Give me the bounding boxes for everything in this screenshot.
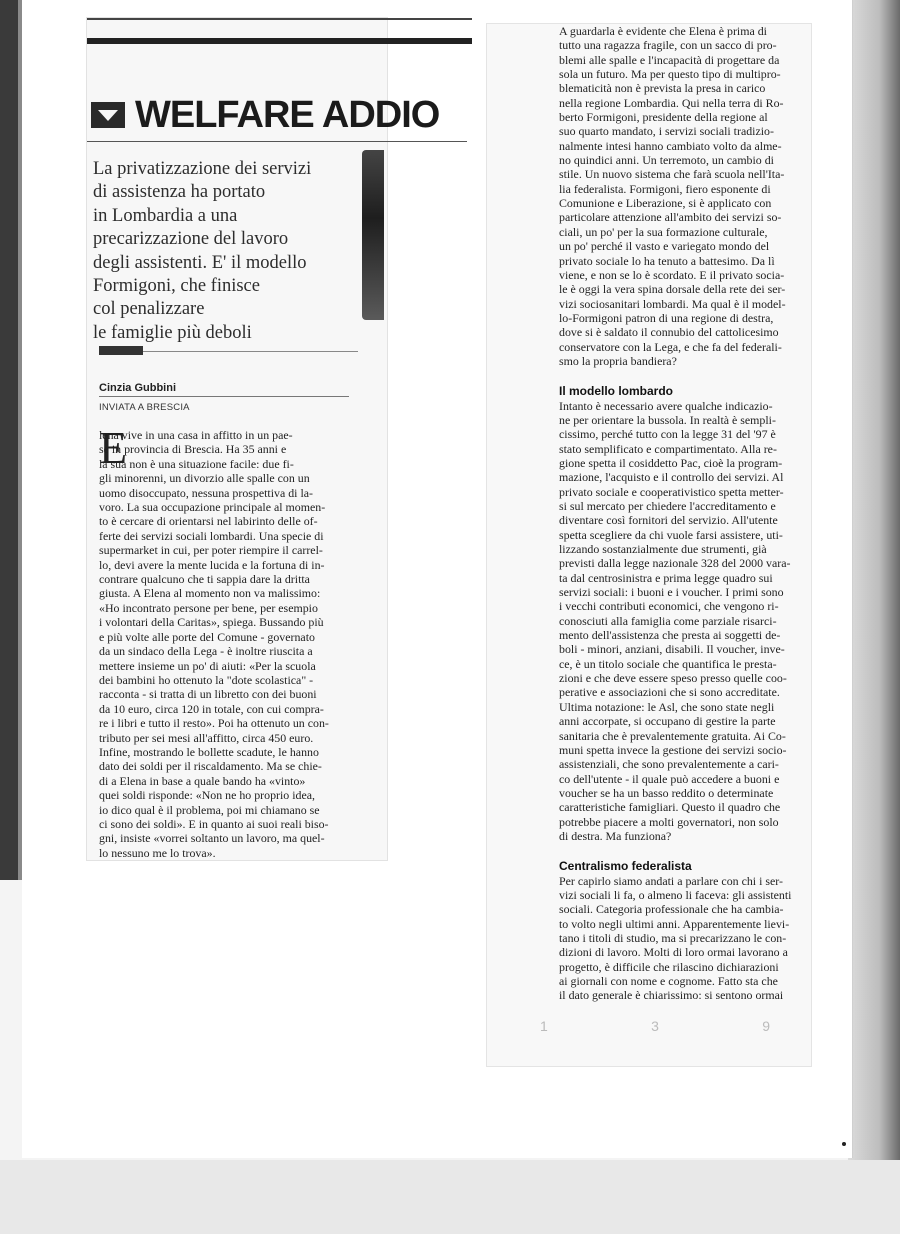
standfirst-line: degli assistenti. E' il modello xyxy=(93,252,307,273)
body-line: il dato generale è chiarissimo: si sentono ormai xyxy=(559,988,784,1003)
body-line: berto Formigoni, presidente della regione al xyxy=(559,110,768,125)
body-line: tano i titoli di studio, ma si precarizzano le con- xyxy=(559,930,787,945)
drop-cap: E xyxy=(99,422,128,473)
body-line: to volto negli ultimi anni. Apparentemente lievi- xyxy=(559,916,790,931)
body-line: lia federalista. Formigoni, fiero esponente di xyxy=(559,181,771,196)
body-line: A guardarla è evidente che Elena è prima di xyxy=(559,24,767,38)
body-line: boli - minori, anziani, disabili. Il voucher, inve- xyxy=(559,642,785,657)
standfirst-line: col penalizzare xyxy=(93,299,205,320)
body-line: muni spetta invece la gestione dei servizi socio- xyxy=(559,742,787,757)
body-line: si sul mercato per chiedere l'accreditamento e xyxy=(559,499,776,513)
body-line: smo la propria bandiera? xyxy=(559,353,677,368)
body-line: se in provincia di Brescia. Ha 35 anni e xyxy=(99,442,287,457)
body-line: tributo per sei mesi all'affitto, circa 450 euro. xyxy=(99,730,314,745)
scan-edge-right xyxy=(848,0,900,1234)
body-line: Comunione e Liberazione, si è applicato con xyxy=(559,196,772,211)
body-line: anni accorpate, si occupano di gestire la parte xyxy=(559,714,776,729)
body-line: sola un futuro. Ma per questo tipo di multipro- xyxy=(559,67,781,82)
body-line: Ultima notazione: le Asl, che sono state negli xyxy=(559,699,775,714)
body-line: privato sociale e cooperativistico spetta metter- xyxy=(559,484,784,499)
body-line: vizi sociosanitari lombardi. Ma qual è il model- xyxy=(559,296,786,311)
scan-speck xyxy=(842,1142,846,1146)
standfirst-line: in Lombardia a una xyxy=(93,205,238,226)
body-line: assistenziali, che sono prevalentemente a cari- xyxy=(559,757,779,772)
body-line: dato dei soldi per il riscaldamento. Ma se chie- xyxy=(99,759,322,774)
body-line: previsti dalla legge nazionale 328 del 2000 vara- xyxy=(559,556,791,571)
body-line: ta dal centrosinistra e prima legge quadro sui xyxy=(559,570,773,585)
author-role: INVIATA A BRESCIA xyxy=(99,402,190,413)
body-line: spetta scegliere da chi vuole farsi assistere, uti- xyxy=(559,527,783,542)
body-line: ce, è un titolo sociale che quantifica le presta- xyxy=(559,656,777,671)
body-line: nella regione Lombardia. Qui nella terra di Ro- xyxy=(559,95,784,110)
standfirst-line: di assistenza ha portato xyxy=(93,182,266,203)
body-line: di a Elena in base a quale bando ha «vinto» xyxy=(99,773,306,788)
body-line: potrebbe piacere a molti governatori, non solo xyxy=(559,814,779,829)
body-line: racconta - si tratta di un libretto con dei buoni xyxy=(99,687,317,702)
headline-block xyxy=(91,90,471,140)
cropped-photo xyxy=(362,150,384,320)
article-body-right xyxy=(559,24,811,1003)
paragraph-intro xyxy=(559,24,811,368)
body-line: stato semplificato e compartimentato. Alla re- xyxy=(559,441,777,456)
body-line: ai giornali con nome e cognome. Fatto sta che xyxy=(559,974,778,988)
article-body-left xyxy=(99,428,363,860)
body-line: ciali, un po' per la sua formazione culturale, xyxy=(559,224,768,239)
body-line: le è oggi la vera spina dorsale della rete dei ser- xyxy=(559,282,786,297)
body-line: supermarket in cui, per poter riempire il carrel- xyxy=(99,543,323,558)
author-rule xyxy=(99,396,349,397)
triangle-marker-icon xyxy=(91,102,125,128)
body-line: lizzando sostanzialmente due strumenti, già xyxy=(559,542,767,557)
body-line: contrare qualcuno che ti sappia dare la dritta xyxy=(99,572,310,587)
body-line: lo nessuno me lo trova». xyxy=(99,845,216,860)
body-line: lo, devi avere la mente lucida e la fortuna di in- xyxy=(99,557,325,572)
body-line: nalmente intesi hanno cambiato volto da alme- xyxy=(559,138,782,153)
headline: WELFARE ADDIO xyxy=(135,93,440,136)
body-line: blematicità non è prevista la presa in carico xyxy=(559,81,766,96)
body-line: zioni e che deve essere speso presso quelle coo- xyxy=(559,671,787,686)
page-mark: 1 xyxy=(540,1018,548,1034)
author-name: Cinzia Gubbini xyxy=(99,382,176,394)
paragraph-modello xyxy=(559,399,811,844)
body-line: conosciuti alla famiglia come parziale risarci- xyxy=(559,613,777,628)
body-line: quei soldi risponde: «Non ne ho proprio idea, xyxy=(99,788,315,803)
body-line: «Ho incontrato persone per bene, per esempio xyxy=(99,600,318,615)
body-line: particolare attenzione all'ambito dei servizi so- xyxy=(559,210,782,225)
page-marks xyxy=(540,1018,770,1038)
body-line: sanitaria che è prevalentemente gratuita. Ai Co- xyxy=(559,728,786,743)
body-line: io dico qual è il problema, poi mi chiamano se xyxy=(99,802,320,817)
standfirst-line: Formigoni, che finisce xyxy=(93,276,260,297)
standfirst-line: precarizzazione del lavoro xyxy=(93,229,289,250)
body-line: to è cercare di orientarsi nel labirinto delle of- xyxy=(99,514,318,529)
body-line: gni, insiste «vorrei soltanto un lavoro, ma quel- xyxy=(99,831,325,846)
top-thick-rule xyxy=(87,38,472,44)
paragraph-centralismo xyxy=(559,874,811,1003)
body-line: i volontari della Caritas», spiega. Bussando più xyxy=(99,615,324,630)
body-line: Per capirlo siamo andati a parlare con chi i ser- xyxy=(559,873,783,888)
top-rule xyxy=(87,18,472,20)
right-clipping xyxy=(487,24,811,1066)
body-line: sociali. Categoria professionale che ha cambia- xyxy=(559,902,784,917)
body-line: suo quarto mandato, i servizi sociali tradizio- xyxy=(559,124,774,139)
body-line: gli minorenni, un divorzio alle spalle con un xyxy=(99,471,310,486)
body-line: re i libri e tutto il resto». Poi ha ottenuto un con- xyxy=(99,716,329,731)
subheading: Il modello lombardo xyxy=(559,384,674,399)
body-line: dei bambini ho ottenuto la "dote scolastica" - xyxy=(99,672,314,687)
body-line: dove si è saldato il connubio del cattolicesimo xyxy=(559,325,779,340)
headline-rule xyxy=(87,141,467,142)
body-line: uomo disoccupato, nessuna prospettiva di la- xyxy=(99,485,313,500)
section-bar xyxy=(99,346,143,355)
body-line: tutto una ragazza fragile, con un sacco di pro- xyxy=(559,38,777,53)
body-line: di destra. Ma funziona? xyxy=(559,828,672,843)
body-line: ne per orientare la bussola. In realtà è sempli- xyxy=(559,412,776,427)
body-line: giusta. A Elena al momento non va malissimo: xyxy=(99,586,321,601)
body-line: un po' perché il vasto e variegato mondo del xyxy=(559,239,770,254)
body-line: conservatore con la Lega, e che fa del federali- xyxy=(559,339,782,354)
body-line: diventare così fornitori del servizio. All'utente xyxy=(559,513,778,528)
body-line: i vecchi contributi economici, che vengono ri- xyxy=(559,599,779,614)
body-line: blemi alle spalle e l'incapacità di progettare da xyxy=(559,52,780,67)
body-line: ci sono dei soldi». E in quanto ai suoi reali biso- xyxy=(99,816,329,831)
left-clipping xyxy=(87,18,440,860)
body-line: voro. La sua occupazione principale al momen- xyxy=(99,500,326,515)
body-line: viene, e non se lo è scordato. E il privato socia- xyxy=(559,267,785,282)
scan-edge-left xyxy=(0,0,18,880)
body-line: da 10 euro, circa 120 in totale, con cui compra- xyxy=(99,701,324,716)
subheading: Centralismo federalista xyxy=(559,859,692,874)
body-line: mettere insieme un po' di aiuti: «Per la scuola xyxy=(99,658,316,673)
body-line: privato sociale lo ha tenuto a battesimo. Da lì xyxy=(559,253,775,268)
body-line: progetto, è difficile che rilascino dichiarazioni xyxy=(559,959,779,974)
body-line: caratteristiche famigliari. Questo il quadro che xyxy=(559,800,781,815)
body-line: stile. Un nuovo sistema che farà scuola nell'Ita- xyxy=(559,167,785,182)
body-line: no quindici anni. Un terremoto, un cambio di xyxy=(559,153,774,168)
body-line: Infine, mostrando le bollette scadute, le hanno xyxy=(99,744,319,759)
body-line: e più volte alle porte del Comune - governato xyxy=(99,629,315,644)
body-line: mazione, l'acquisto e il controllo dei servizi. Al xyxy=(559,470,784,485)
page-mark: 3 xyxy=(651,1018,659,1034)
body-line: servizi sociali: i buoni e i voucher. I primi sono xyxy=(559,585,784,600)
page-mark: 9 xyxy=(762,1018,770,1034)
body-line: perative e associazioni che si sono accreditate. xyxy=(559,685,780,700)
body-line: gione spetta il cosiddetto Pac, cioè la program- xyxy=(559,455,783,470)
standfirst-line: le famiglie più deboli xyxy=(93,322,252,343)
standfirst xyxy=(93,158,355,345)
body-line: Intanto è necessario avere qualche indicazio- xyxy=(559,398,773,413)
body-line: mento dell'assistenza che presta ai soggetti de- xyxy=(559,628,781,643)
body-line: co dell'utente - il quale può accedere a buoni e xyxy=(559,771,780,786)
scan-bottom-band xyxy=(0,1160,900,1234)
body-line: la sua non è una situazione facile: due fi- xyxy=(99,456,294,471)
standfirst-line: La privatizzazione dei servizi xyxy=(93,159,312,179)
body-line: cissimo, perché tutto con la legge 31 del '97 è xyxy=(559,427,776,442)
section-bar-line xyxy=(143,351,358,352)
body-line: lena vive in una casa in affitto in un pae- xyxy=(99,428,293,442)
body-line: lo-Formigoni patron di una regione di destra, xyxy=(559,310,774,325)
body-line: vizi sociali li fa, o almeno li faceva: gli assistenti xyxy=(559,887,792,902)
body-line: dizioni di lavoro. Molti di loro ormai lavorano a xyxy=(559,945,788,960)
body-line: da un sindaco della Lega - è inoltre riuscita a xyxy=(99,644,313,659)
body-line: voucher se ha un basso reddito o determinate xyxy=(559,785,774,800)
body-line: ferte dei servizi sociali lombardi. Una specie di xyxy=(99,528,324,543)
